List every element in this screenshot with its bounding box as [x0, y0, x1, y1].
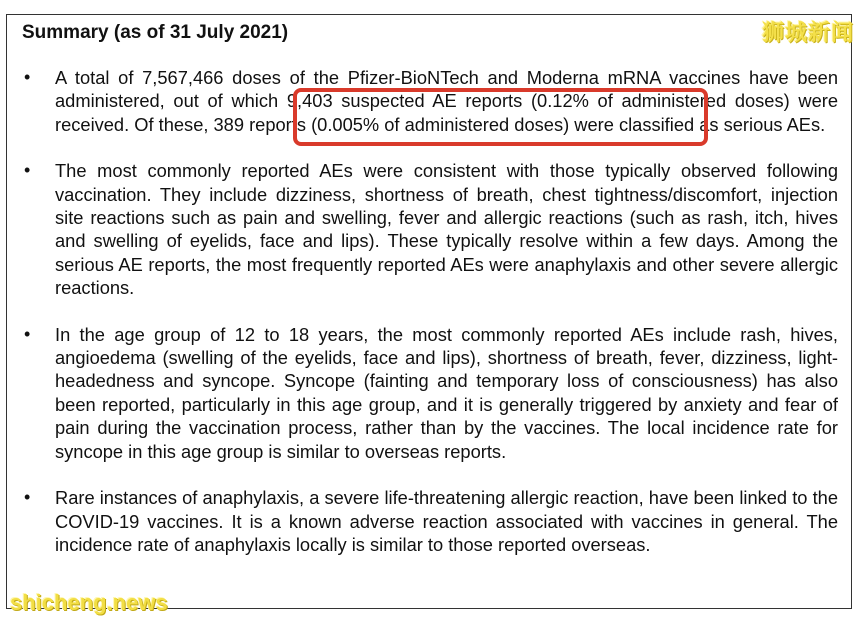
bullet-item-doses [22, 66, 838, 136]
watermark-logo-bottom: shicheng.news [10, 590, 168, 615]
bullet-point-icon: • [24, 67, 31, 87]
bullet-text: In the age group of 12 to 18 years, the most commonly reported AEs include rash, hives, angioedema (swelling of the eyelids, face and lips), shortness of breath, fever, dizziness, light-headedness and syncope. Syncope (fainting and temporary loss of consciousness) has also been reported, particularly in this age group, and it is generally triggered by anxiety and fear of pain during the vaccination process, rather than by the vaccines. The local incidence rate for syncope in this age group is similar to overseas reports. [55, 323, 838, 462]
bullet-item-age-group [22, 323, 838, 463]
bullet-item-common-aes [22, 159, 838, 299]
bullet-item-anaphylaxis [22, 486, 838, 556]
bullet-text: Rare instances of anaphylaxis, a severe life-threatening allergic reaction, have been linked to the COVID-19 vaccines. It is a known adverse reaction associated with vaccines in general. The incidence rate of anaphylaxis locally is similar to those reported overseas. [55, 487, 838, 555]
bullet-point-icon: • [24, 160, 31, 181]
bullet-point-icon: • [24, 487, 31, 508]
bullet-text: A total of 7,567,466 doses of the Pfizer-BioNTech and Moderna mRNA vaccines have been administered, out of which 9,403 suspected AE reports (0.12% of administered doses) were received. Of these, 389 reports (0.005% of administered doses) were classified as serious AEs. [55, 67, 838, 135]
bullet-point-icon: • [24, 323, 31, 344]
summary-title: Summary (as of 31 July 2021) [22, 22, 289, 43]
bullet-text: The most commonly reported AEs were consistent with those typically observed following vaccination. They include dizziness, shortness of breath, chest tightness/discomfort, injection site reactions such as pain and swelling, fever and allergic reactions (such as rash, itch, hives and swelling of eyelids, face and lips). These typically resolve within a few days. Among the serious AE reports, the most frequently reported AEs were anaphylaxis and other severe allergic reactions. [55, 160, 838, 299]
summary-bullet-list [22, 66, 838, 556]
watermark-logo-top: 狮城新闻 [761, 20, 854, 45]
